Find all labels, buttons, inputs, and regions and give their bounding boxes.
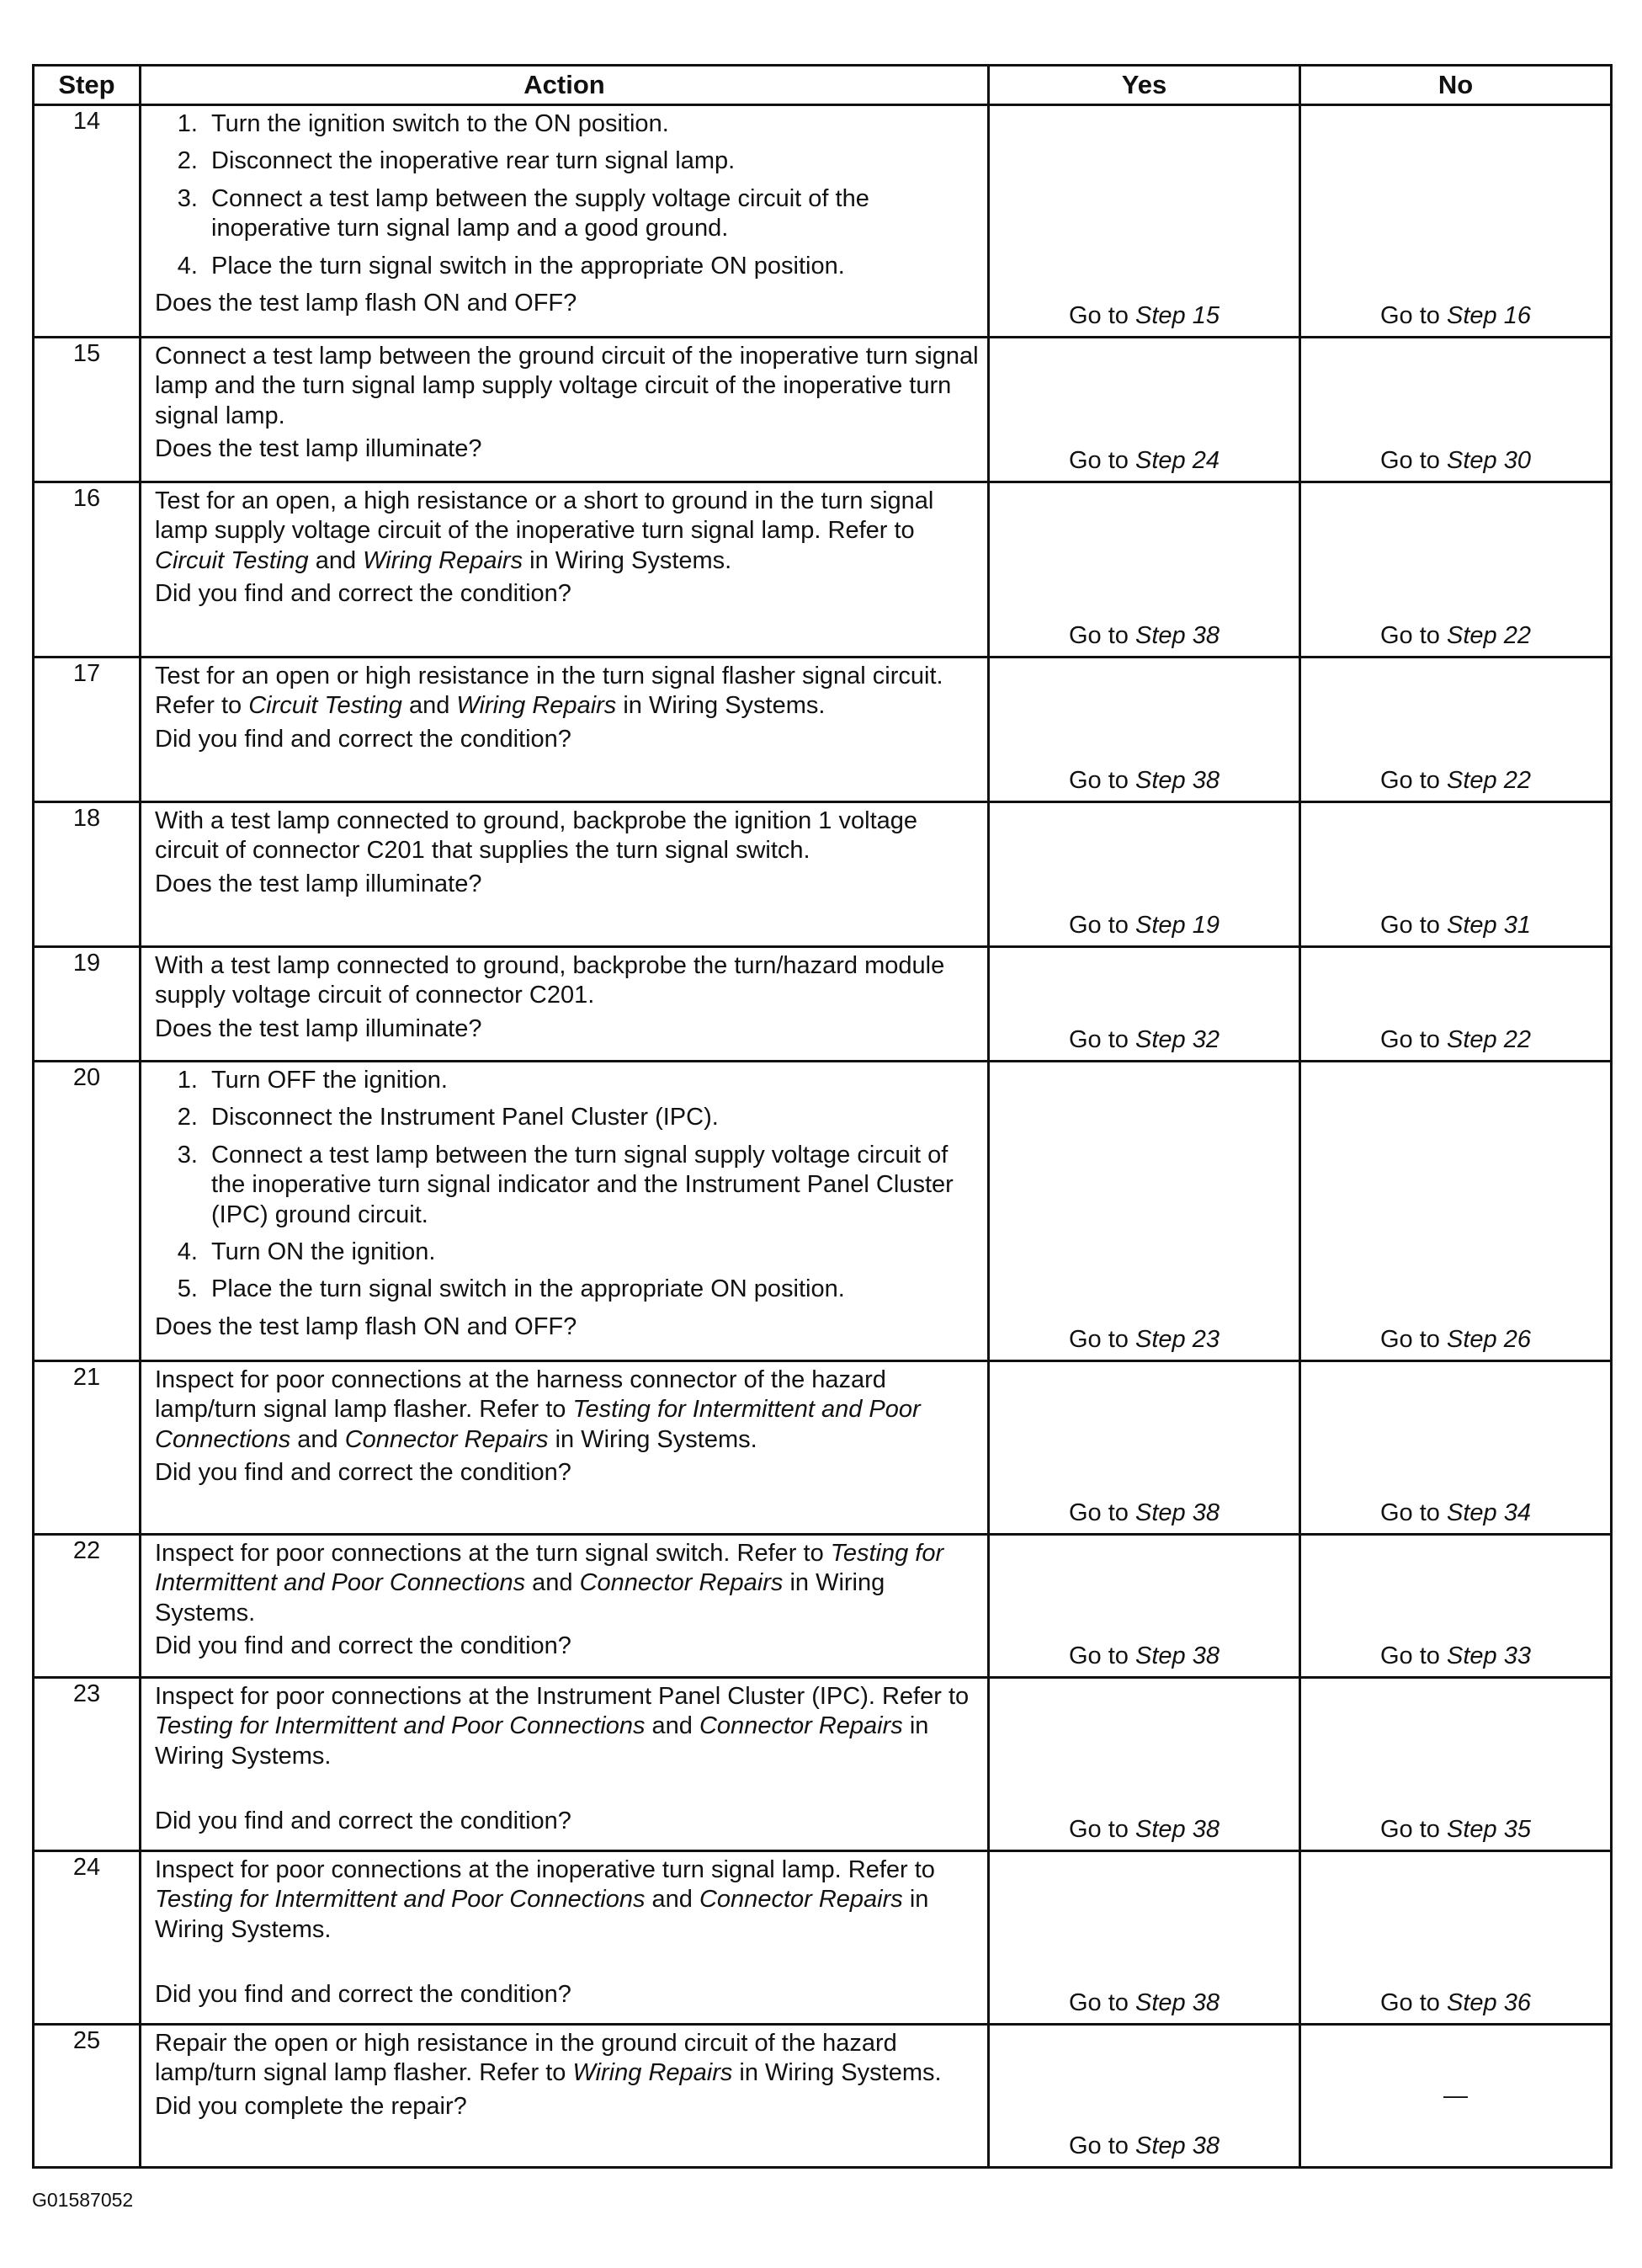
no-step-link: Step 26 (1447, 1325, 1531, 1353)
yes-cell (989, 1062, 1300, 1361)
reference-wiring-repairs: Wiring Repairs (572, 2059, 733, 2087)
action-question: Does the test lamp illuminate? (155, 435, 482, 463)
table-row (34, 1851, 1612, 2025)
yes-cell (989, 1535, 1300, 1678)
yes-step-link: Step 38 (1135, 766, 1220, 794)
action-question: Did you find and correct the condition? (155, 1632, 571, 1660)
action-text: With a test lamp connected to ground, backprobe the turn/hazard module supply voltage circuit of connector C201. (155, 952, 945, 1009)
action-question: Did you find and correct the condition? (155, 1459, 571, 1487)
yes-result: Go to Step 38 (1069, 1815, 1220, 1843)
no-step-link: Step 22 (1447, 766, 1531, 794)
step-number: 18 (34, 802, 141, 947)
no-step-link: Step 31 (1447, 911, 1531, 939)
table-row (34, 802, 1612, 947)
reference-wiring-repairs: Wiring Repairs (363, 546, 523, 574)
table-row (34, 1361, 1612, 1535)
yes-cell (989, 1851, 1300, 2025)
step-number: 17 (34, 658, 141, 802)
action-text: Inspect for poor connections at the inoperative turn signal lamp. Refer to Testing for Intermittent and Poor Connections and Connector Repairs in Wiring Systems. (155, 1856, 935, 1943)
action-text: Inspect for poor connections at the Instrument Panel Cluster (IPC). Refer to Testing for Intermittent and Poor Connections and Connector Repairs in Wiring Systems. (155, 1683, 970, 1770)
yes-step-link: Step 24 (1135, 446, 1220, 474)
step-number: 15 (34, 338, 141, 482)
yes-cell (989, 802, 1300, 947)
reference-testing-intermittent: Testing for Intermittent and Poor Connections (155, 1540, 944, 1597)
action-cell (141, 338, 989, 482)
yes-step-link: Step 38 (1135, 621, 1220, 649)
header-yes: Yes (989, 66, 1300, 105)
yes-cell (989, 658, 1300, 802)
action-cell (141, 482, 989, 658)
action-question: Does the test lamp illuminate? (155, 870, 482, 897)
no-cell (1300, 2025, 1612, 2168)
yes-cell (989, 947, 1300, 1062)
diagnostic-table (32, 64, 1613, 2169)
action-cell (141, 802, 989, 947)
reference-circuit-testing: Circuit Testing (248, 692, 402, 720)
list-item: 1. Turn the ignition switch to the ON position. (205, 109, 979, 139)
reference-testing-intermittent: Testing for Intermittent and Poor Connections (155, 1396, 921, 1453)
yes-result: Go to Step 38 (1069, 1499, 1220, 1526)
yes-result: Go to Step 19 (1069, 911, 1220, 939)
figure-code: G01587052 (32, 2189, 134, 2211)
no-step-link: Step 35 (1447, 1815, 1531, 1843)
yes-result: Go to Step 24 (1069, 446, 1220, 474)
yes-step-link: Step 19 (1135, 911, 1220, 939)
yes-result: Go to Step 15 (1069, 301, 1220, 329)
no-step-link: Step 33 (1447, 1642, 1531, 1669)
step-number: 23 (34, 1678, 141, 1851)
yes-step-link: Step 38 (1135, 2132, 1220, 2159)
action-text: Repair the open or high resistance in the ground circuit of the hazard lamp/turn signal lamp flasher. Refer to Wiring Repairs in Wiring Systems. (155, 2030, 942, 2087)
action-cell (141, 1062, 989, 1361)
yes-cell (989, 1361, 1300, 1535)
table-row (34, 1535, 1612, 1678)
no-result: Go to Step 22 (1380, 621, 1531, 649)
yes-step-link: Step 15 (1135, 301, 1220, 329)
step-number: 14 (34, 105, 141, 338)
no-result-dash: — (1443, 2081, 1468, 2109)
reference-circuit-testing: Circuit Testing (155, 546, 309, 574)
reference-testing-intermittent: Testing for Intermittent and Poor Connections (155, 1886, 646, 1914)
table-row (34, 482, 1612, 658)
action-question: Did you find and correct the condition? (155, 1981, 571, 2009)
yes-step-link: Step 38 (1135, 1988, 1220, 2016)
header-step: Step (34, 66, 141, 105)
action-question: Did you find and correct the condition? (155, 1807, 571, 1835)
reference-testing-intermittent: Testing for Intermittent and Poor Connections (155, 1712, 646, 1740)
action-steps-list (155, 109, 979, 281)
reference-connector-repairs: Connector Repairs (344, 1425, 549, 1453)
action-text: Inspect for poor connections at the harness connector of the hazard lamp/turn signal lamp flasher. Refer to Testing for Intermittent and Poor Connections and Connector Repairs in Wiring Systems. (155, 1366, 921, 1453)
no-step-link: Step 16 (1447, 301, 1531, 329)
no-cell (1300, 338, 1612, 482)
action-text: Inspect for poor connections at the turn signal switch. Refer to Testing for Intermittent and Poor Connections and Connector Repairs in Wiring Systems. (155, 1540, 944, 1626)
table-row (34, 105, 1612, 338)
no-step-link: Step 34 (1447, 1499, 1531, 1526)
action-question: Does the test lamp illuminate? (155, 1014, 482, 1042)
action-question: Does the test lamp flash ON and OFF? (155, 1312, 577, 1340)
action-steps-list (155, 1066, 979, 1305)
table-row (34, 2025, 1612, 2168)
header-no: No (1300, 66, 1612, 105)
reference-wiring-repairs: Wiring Repairs (456, 692, 617, 720)
spacer (155, 1771, 979, 1803)
action-question: Does the test lamp flash ON and OFF? (155, 289, 577, 317)
table-row (34, 658, 1612, 802)
list-item: 1. Turn OFF the ignition. (205, 1066, 979, 1095)
step-number: 22 (34, 1535, 141, 1678)
yes-result: Go to Step 23 (1069, 1325, 1220, 1353)
action-cell (141, 1851, 989, 2025)
no-cell (1300, 1678, 1612, 1851)
action-cell (141, 658, 989, 802)
step-number: 21 (34, 1361, 141, 1535)
yes-result: Go to Step 38 (1069, 2132, 1220, 2159)
action-question: Did you find and correct the condition? (155, 580, 571, 608)
action-cell (141, 1535, 989, 1678)
no-cell (1300, 802, 1612, 947)
step-number: 20 (34, 1062, 141, 1361)
no-result: Go to Step 22 (1380, 766, 1531, 794)
no-result: Go to Step 30 (1380, 446, 1531, 474)
no-result: Go to Step 36 (1380, 1988, 1531, 2016)
yes-result: Go to Step 32 (1069, 1025, 1220, 1053)
list-item: 2. Disconnect the inoperative rear turn signal lamp. (205, 146, 979, 176)
no-step-link: Step 22 (1447, 1025, 1531, 1053)
yes-step-link: Step 32 (1135, 1025, 1220, 1053)
action-text: With a test lamp connected to ground, backprobe the ignition 1 voltage circuit of connector C201 that supplies the turn signal switch. (155, 807, 918, 865)
yes-result: Go to Step 38 (1069, 1988, 1220, 2016)
no-step-link: Step 36 (1447, 1988, 1531, 2016)
yes-step-link: Step 38 (1135, 1642, 1220, 1669)
no-cell (1300, 1361, 1612, 1535)
spacer (155, 1945, 979, 1977)
table-row (34, 338, 1612, 482)
action-text: Test for an open, a high resistance or a short to ground in the turn signal lamp supply voltage circuit of the inoperative turn signal lamp. Refer to Circuit Testing and Wiring Repairs in Wiring Systems. (155, 487, 934, 574)
no-result: Go to Step 31 (1380, 911, 1531, 939)
yes-step-link: Step 23 (1135, 1325, 1220, 1353)
yes-result: Go to Step 38 (1069, 621, 1220, 649)
list-item: 5. Place the turn signal switch in the appropriate ON position. (205, 1275, 979, 1304)
no-result: Go to Step 34 (1380, 1499, 1531, 1526)
reference-connector-repairs: Connector Repairs (579, 1569, 784, 1597)
list-item: 3. Connect a test lamp between the supply voltage circuit of the inoperative turn signal lamp and a good ground. (205, 184, 979, 244)
yes-result: Go to Step 38 (1069, 1642, 1220, 1669)
no-cell (1300, 658, 1612, 802)
header-row (34, 66, 1612, 105)
step-number: 19 (34, 947, 141, 1062)
header-action: Action (141, 66, 989, 105)
list-item: 2. Disconnect the Instrument Panel Cluster (IPC). (205, 1103, 979, 1132)
action-question: Did you find and correct the condition? (155, 725, 571, 753)
table-row (34, 1062, 1612, 1361)
no-result: Go to Step 26 (1380, 1325, 1531, 1353)
table-row (34, 947, 1612, 1062)
action-cell (141, 1361, 989, 1535)
reference-connector-repairs: Connector Repairs (699, 1712, 903, 1740)
no-cell (1300, 1535, 1612, 1678)
table-row (34, 1678, 1612, 1851)
yes-cell (989, 482, 1300, 658)
yes-result: Go to Step 38 (1069, 766, 1220, 794)
no-step-link: Step 30 (1447, 446, 1531, 474)
step-number: 25 (34, 2025, 141, 2168)
no-result: Go to Step 16 (1380, 301, 1531, 329)
action-cell (141, 2025, 989, 2168)
no-cell (1300, 105, 1612, 338)
yes-cell (989, 2025, 1300, 2168)
no-cell (1300, 947, 1612, 1062)
step-number: 16 (34, 482, 141, 658)
no-cell (1300, 482, 1612, 658)
yes-step-link: Step 38 (1135, 1815, 1220, 1843)
list-item: 4. Turn ON the ignition. (205, 1238, 979, 1267)
list-item: 4. Place the turn signal switch in the appropriate ON position. (205, 252, 979, 281)
action-cell (141, 947, 989, 1062)
action-text: Test for an open or high resistance in the turn signal flasher signal circuit. Refer to Circuit Testing and Wiring Repairs in Wiring Systems. (155, 663, 943, 720)
action-cell (141, 105, 989, 338)
no-result: Go to Step 22 (1380, 1025, 1531, 1053)
yes-cell (989, 105, 1300, 338)
no-cell (1300, 1851, 1612, 2025)
no-result: Go to Step 33 (1380, 1642, 1531, 1669)
yes-cell (989, 1678, 1300, 1851)
no-result: Go to Step 35 (1380, 1815, 1531, 1843)
no-cell (1300, 1062, 1612, 1361)
reference-connector-repairs: Connector Repairs (699, 1886, 903, 1914)
action-cell (141, 1678, 989, 1851)
no-step-link: Step 22 (1447, 621, 1531, 649)
yes-step-link: Step 38 (1135, 1499, 1220, 1526)
yes-cell (989, 338, 1300, 482)
action-question: Did you complete the repair? (155, 2092, 467, 2120)
step-number: 24 (34, 1851, 141, 2025)
list-item: 3. Connect a test lamp between the turn signal supply voltage circuit of the inoperative turn signal indicator and the Instrument Panel Cluster (IPC) ground circuit. (205, 1141, 979, 1230)
action-text: Connect a test lamp between the ground circuit of the inoperative turn signal lamp and the turn signal lamp supply voltage circuit of the inoperative turn signal lamp. (155, 343, 979, 429)
